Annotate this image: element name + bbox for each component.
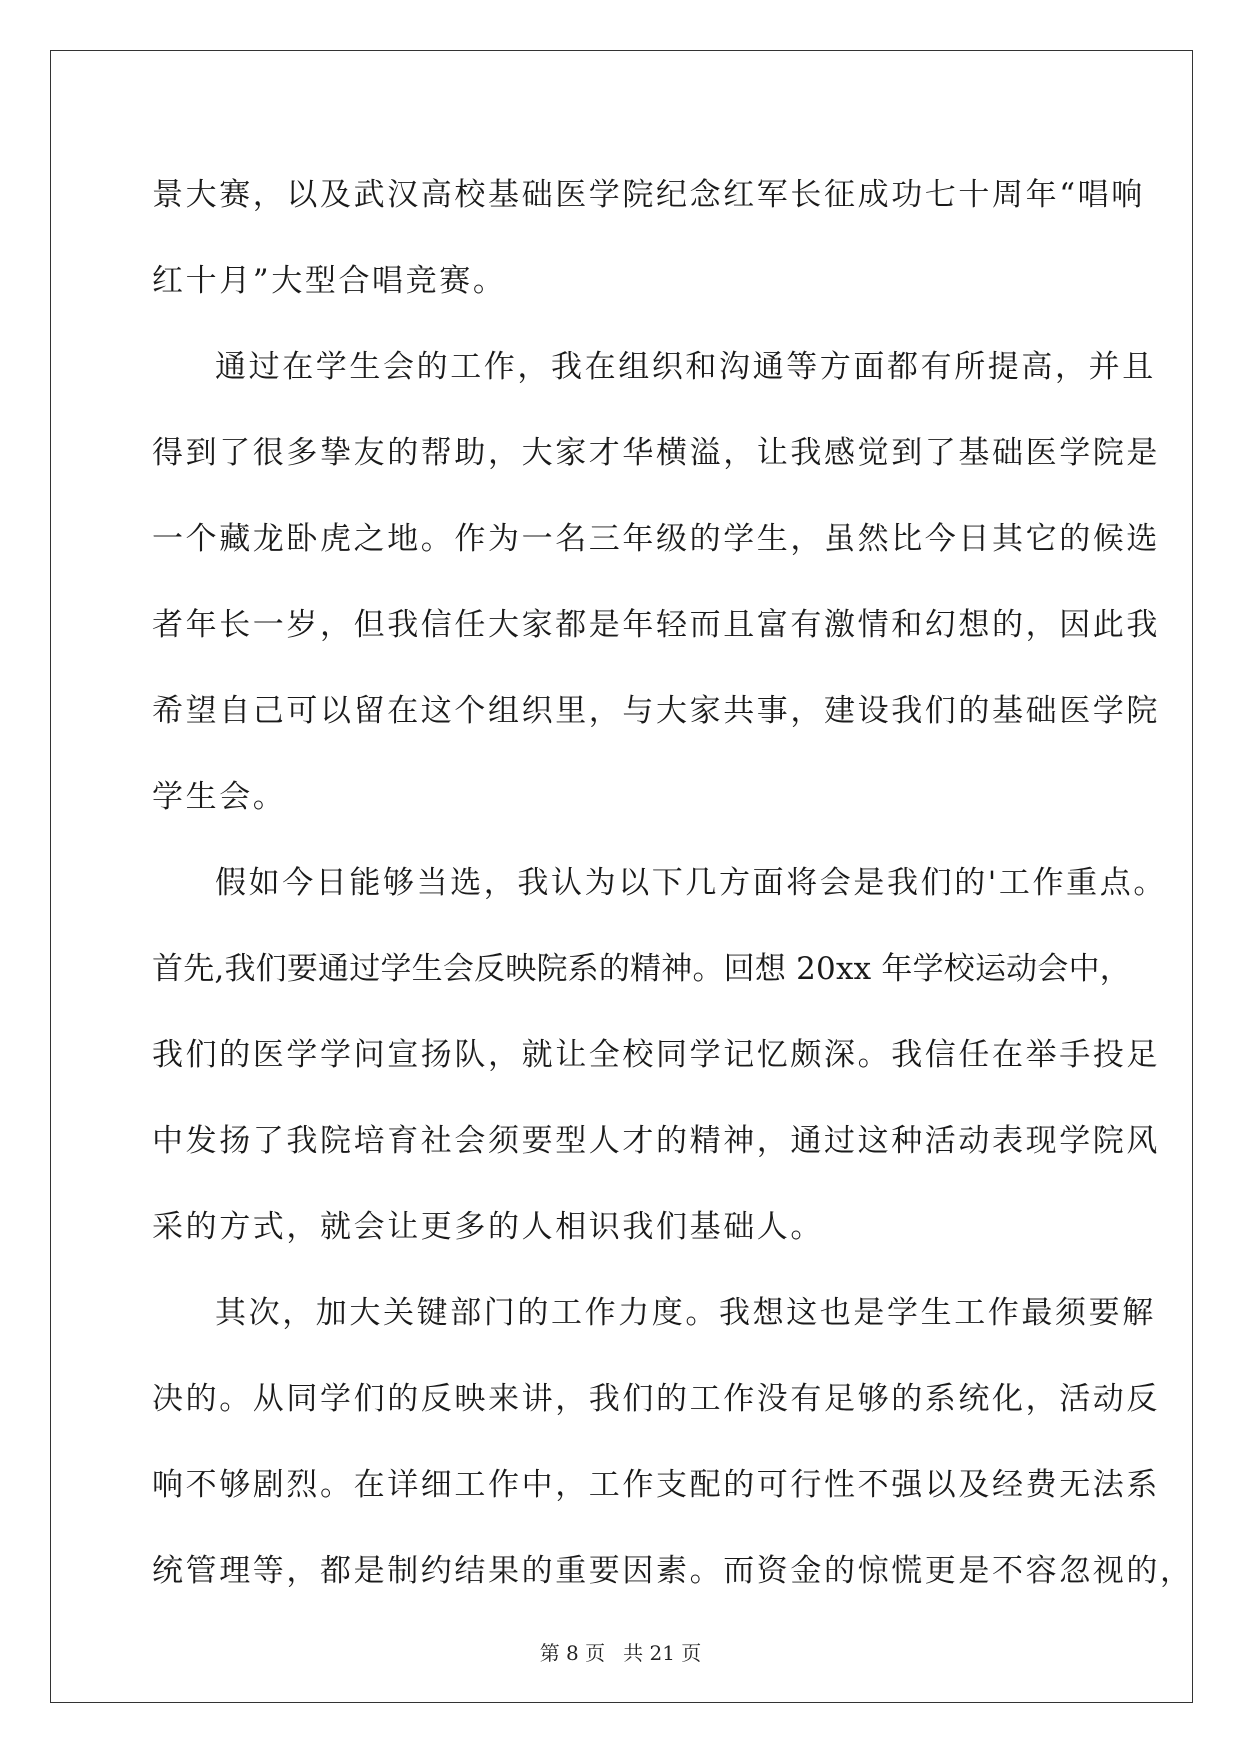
text-line: 学生会。 [152, 779, 287, 815]
text-line: 响不够剧烈。在详细工作中，工作支配的可行性不强以及经费无法系 [152, 1467, 1160, 1503]
text-line: 得到了很多挚友的帮助，大家才华横溢，让我感觉到了基础医学院是 [152, 435, 1160, 471]
paragraph-start-line: 假如今日能够当选，我认为以下几方面将会是我们的'工作重点。 [215, 865, 1167, 901]
text-line: 者年长一岁，但我信任大家都是年轻而且富有激情和幻想的，因此我 [152, 607, 1160, 643]
text-line: 统管理等，都是制约结果的重要因素。而资金的惊慌更是不容忽视的， [152, 1553, 1194, 1589]
page-total: 共 21 页 [623, 1641, 702, 1665]
text-line: 红十月”大型合唱竞赛。 [152, 263, 507, 299]
text-line: 希望自己可以留在这个组织里，与大家共事，建设我们的基础医学院 [152, 693, 1160, 729]
text-line: 采的方式，就会让更多的人相识我们基础人。 [152, 1209, 824, 1245]
text-line: 首先,我们要通过学生会反映院系的精神。回想 20xx 年学校运动会中， [152, 951, 1131, 987]
page-number: 第 8 页 [539, 1641, 606, 1665]
text-line: 一个藏龙卧虎之地。作为一名三年级的学生，虽然比今日其它的候选 [152, 521, 1160, 557]
paragraph-start-line: 其次，加大关键部门的工作力度。我想这也是学生工作最须要解 [215, 1295, 1156, 1331]
text-line: 景大赛，以及武汉高校基础医学院纪念红军长征成功七十周年“唱响 [152, 177, 1145, 213]
text-line: 我们的医学学问宣扬队，就让全校同学记忆颇深。我信任在举手投足 [152, 1037, 1160, 1073]
page-footer [0, 1637, 1241, 1666]
text-line: 中发扬了我院培育社会须要型人才的精神，通过这种活动表现学院风 [152, 1123, 1160, 1159]
paragraph-start-line: 通过在学生会的工作，我在组织和沟通等方面都有所提高，并且 [215, 349, 1156, 385]
text-line: 决的。从同学们的反映来讲，我们的工作没有足够的系统化，活动反 [152, 1381, 1160, 1417]
document-body [152, 152, 1194, 1614]
